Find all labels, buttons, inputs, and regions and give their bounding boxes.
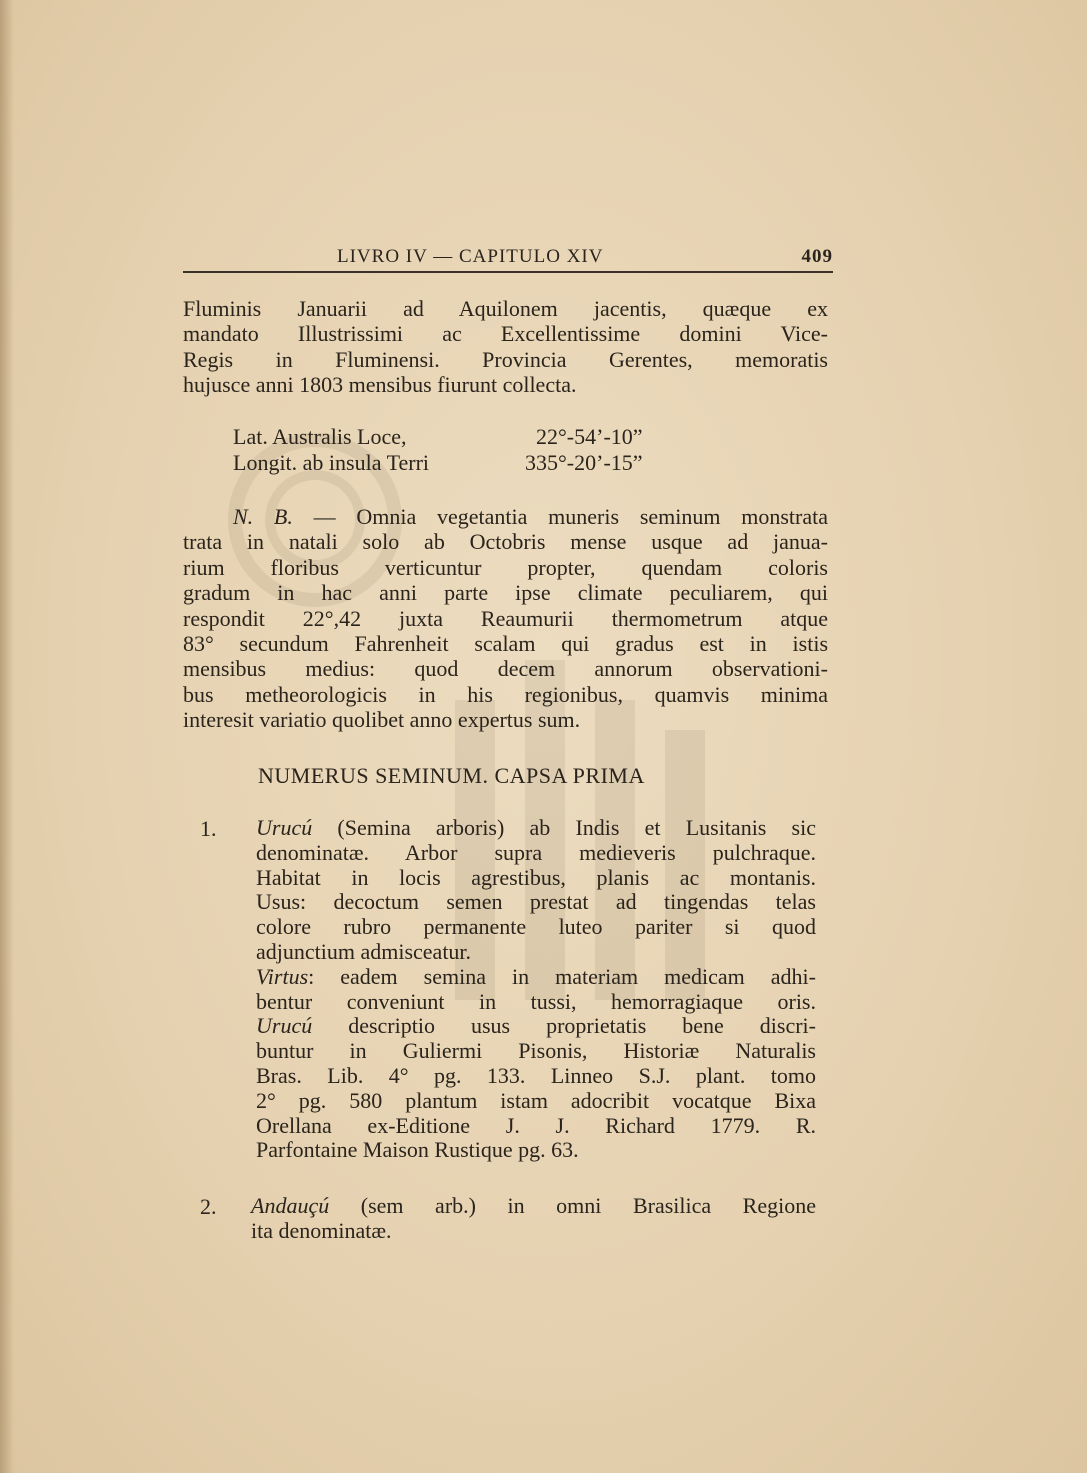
item-line: Urucú descriptio usus proprietatis bene discri- xyxy=(256,1013,816,1039)
note-line: respondit 22°,42 juxta Reaumurii thermometrum atque xyxy=(183,605,828,631)
item-italic: Andauçú xyxy=(251,1193,330,1218)
item-line: colore rubro permanente luteo pariter si quod xyxy=(256,914,816,940)
item-line: Bras. Lib. 4° pg. 133. Linneo S.J. plant. tomo xyxy=(256,1062,816,1088)
intro-line: Regis in Fluminensi. Provincia Gerentes, memoratis xyxy=(183,346,828,372)
item-body xyxy=(251,1194,816,1244)
intro-line: mandato Illustrissimi ac Excellentissime domini Vice- xyxy=(183,321,828,347)
note-line: 83° secundum Fahrenheit scalam qui gradus est in istis xyxy=(183,631,828,657)
note-first-line xyxy=(183,504,828,529)
intro-paragraph xyxy=(183,296,828,398)
note-line: trata in natali solo ab Octobris mense usque ad janua- xyxy=(183,529,828,555)
page-edge-shadow xyxy=(0,0,14,1473)
item-italic: Urucú xyxy=(256,1013,313,1039)
note-line: bus metheorologicis in his regionibus, quamvis minima xyxy=(183,681,828,707)
intro-line: hujusce anni 1803 mensibus fiurunt collecta. xyxy=(183,372,577,398)
item-line: denominatæ. Arbor supra medieveris pulchraque. xyxy=(256,839,816,865)
item-line: 2° pg. 580 plantum istam adocribit vocatque Bixa xyxy=(256,1087,816,1113)
item-number: 2. xyxy=(200,1194,217,1219)
item-number: 1. xyxy=(200,816,217,841)
section-title: NUMERUS SEMINUM. CAPSA PRIMA xyxy=(258,763,645,788)
item-line: bentur conveniunt in tussi, hemorragiaque oris. xyxy=(256,988,816,1014)
item-body xyxy=(256,816,816,1163)
latitude-label: Lat. Australis Loce, xyxy=(233,424,407,449)
page-number: 409 xyxy=(801,246,833,267)
item-line: Usus: decoctum semen prestat ad tingendas telas xyxy=(256,889,816,915)
item-line: Virtus: eadem semina in materiam medicam adhi- xyxy=(256,963,816,989)
longitude-label: Longit. ab insula Terri xyxy=(233,450,430,475)
longitude-value: 335°-20’-15” xyxy=(525,450,643,475)
note-line: mensibus medius: quod decem annorum observationi- xyxy=(183,656,828,682)
note-paragraph xyxy=(183,504,828,733)
item-line: Parfontaine Maison Rustique pg. 63. xyxy=(256,1137,579,1163)
note-line: gradum in hac anni parte ipse climate peculiarem, qui xyxy=(183,580,828,606)
item-italic: Urucú xyxy=(256,815,313,840)
page-header xyxy=(183,244,833,274)
header-rule xyxy=(183,271,833,273)
note-text: — Omnia vegetantia muneris seminum monstrata xyxy=(313,504,828,529)
intro-line: Fluminis Januarii ad Aquilonem jacentis, quæque ex xyxy=(183,296,828,321)
note-line: rium floribus verticuntur propter, quendam coloris xyxy=(183,554,828,580)
item-line: Habitat in locis agrestibus, planis ac montanis. xyxy=(256,864,816,890)
item-line: Orellana ex-Editione J. J. Richard 1779. R. xyxy=(256,1112,816,1138)
latitude-value: 22°-54’-10” xyxy=(536,424,643,449)
item-line: adjunctium admisceatur. xyxy=(256,938,472,964)
note-line: interesit variatio quolibet anno expertus sum. xyxy=(183,707,581,733)
item-italic: Virtus xyxy=(256,963,309,989)
nb-label: N. B. xyxy=(233,504,293,529)
running-head: LIVRO IV — CAPITULO XIV xyxy=(337,246,604,267)
item-line: Andauçú (sem arb.) in omni Brasilica Regione xyxy=(251,1193,816,1218)
item-line: Urucú (Semina arboris) ab Indis et Lusitanis sic xyxy=(256,815,816,840)
item-line: ita denominatæ. xyxy=(251,1217,392,1243)
item-line: buntur in Guliermi Pisonis, Historiæ Naturalis xyxy=(256,1038,816,1064)
